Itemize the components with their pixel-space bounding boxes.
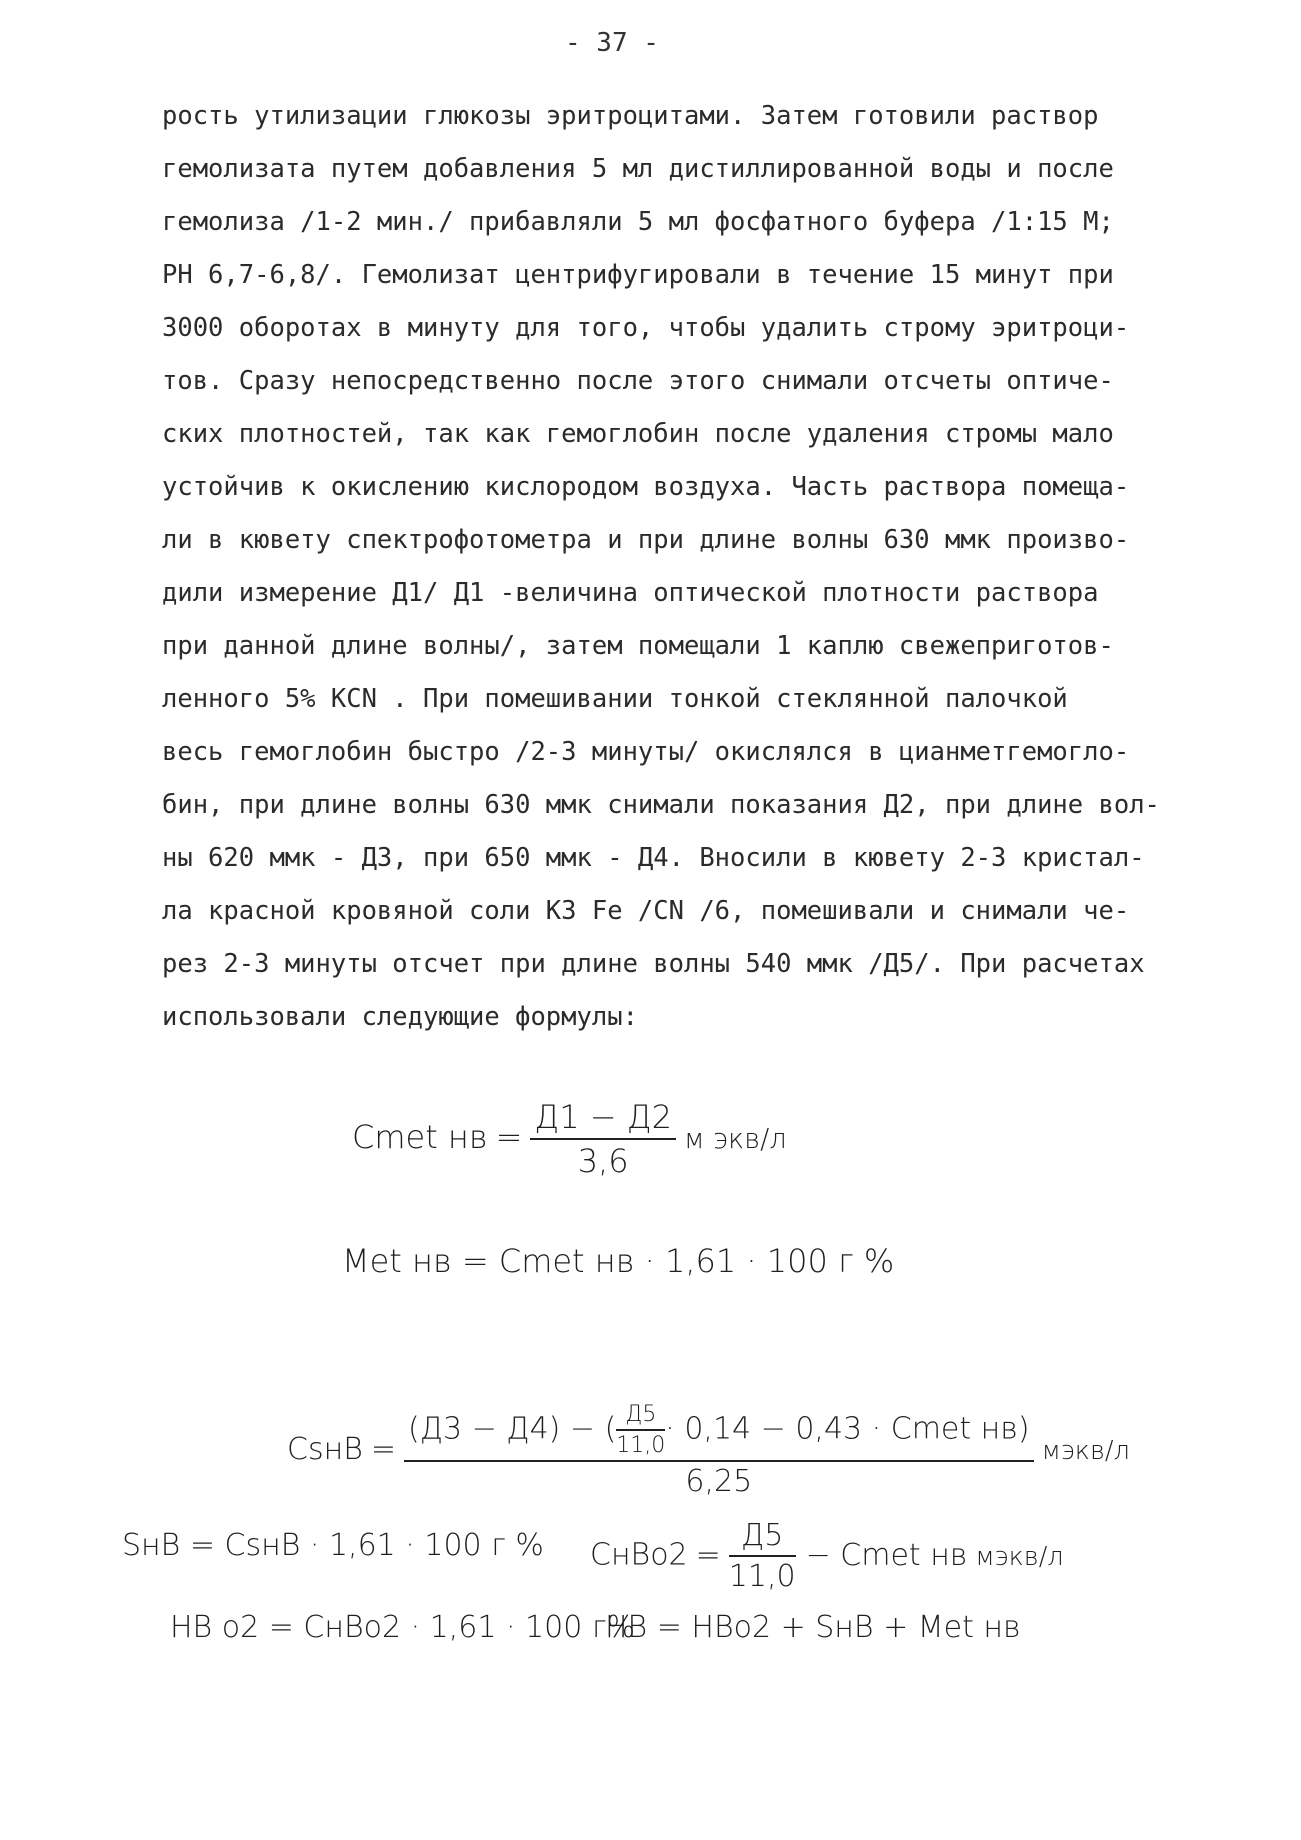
text-line: весь гемоглобин быстро /2-3 минуты/ окислялся в цианметгемогло-: [162, 737, 1130, 767]
body-text: [162, 90, 1222, 1044]
equals-sign: =: [495, 1118, 523, 1156]
unit: мэкв/л: [1041, 1436, 1130, 1466]
text-line: дили измерение Д1/ Д1 -величина оптической плотности раствора: [162, 578, 1099, 608]
formula-hbo2: HB o2 = CнBo2 · 1,61 · 100 г%: [170, 1610, 636, 1645]
text-line: устойчив к окислению кислородом воздуха. Часть раствора помеща-: [162, 472, 1130, 502]
text-line: рость утилизации глюкозы эритроцитами. Затем готовили раствор: [162, 101, 1099, 131]
fraction-denominator: 6,25: [404, 1460, 1034, 1499]
numerator-part-a: (Д3 − Д4) − (: [407, 1411, 617, 1447]
fraction: [404, 1402, 1034, 1499]
unit: мэкв/л: [975, 1541, 1064, 1572]
text-line: РН 6,7-6,8/. Гемолизат центрифугировали в течение 15 минут при: [162, 260, 1114, 290]
text-line: бин, при длине волны 630 ммк снимали показания Д2, при длине вол-: [162, 790, 1160, 820]
formula-met-hb: Met нв = Cmet нв · 1,61 · 100 г %: [342, 1242, 895, 1280]
formula-chbo2: [590, 1518, 1064, 1594]
formula-cmet: [352, 1098, 787, 1180]
text-line: ли в кювету спектрофотометра и при длине волны 630 ммк произво-: [162, 525, 1130, 555]
inner-fraction: [616, 1402, 665, 1458]
text-line: ских плотностей, так как гемоглобин после удаления стромы мало: [162, 419, 1114, 449]
numerator-part-b: · 0,14 − 0,43 · Cmet нв): [665, 1411, 1030, 1447]
text-line: гемолиза /1-2 мин./ прибавляли 5 мл фосфатного буфера /1:15 М;: [162, 207, 1114, 237]
formula-cshb: [287, 1402, 1130, 1499]
formula-lhs: CsнB: [287, 1432, 363, 1467]
equals-sign: =: [370, 1432, 396, 1467]
formula-rest: − Cmet нв: [805, 1537, 968, 1573]
text-line: гемолизата путем добавления 5 мл дистиллированной воды и после: [162, 154, 1114, 184]
text-line: ленного 5% KCN . При помешивании тонкой стеклянной палочкой: [162, 684, 1068, 714]
fraction: [729, 1518, 796, 1594]
formula-lhs: CнBo2: [590, 1537, 688, 1573]
fraction-numerator: [404, 1402, 1034, 1460]
fraction-denominator: 11,0: [729, 1555, 796, 1594]
fraction-numerator: Д1 − Д2: [534, 1098, 672, 1136]
text-line: 3000 оборотах в минуту для того, чтобы удалить строму эритроци-: [162, 313, 1130, 343]
formula-shb: SнB = CsнB · 1,61 · 100 г %: [122, 1528, 544, 1563]
inner-numerator: Д5: [625, 1402, 657, 1427]
formula-hb-total: HB = HBo2 + SнB + Met нв: [605, 1610, 1021, 1645]
text-line: использовали следующие формулы:: [162, 1002, 638, 1032]
text-line: ны 620 ммк - Д3, при 650 ммк - Д4. Вносили в кювету 2-3 кристал-: [162, 843, 1145, 873]
text-line: тов. Сразу непосредственно после этого снимали отсчеты оптиче-: [162, 366, 1114, 396]
fraction: [530, 1098, 676, 1180]
page-number: - 37 -: [565, 28, 659, 58]
fraction-numerator: Д5: [741, 1518, 784, 1553]
text-line: ла красной кровяной соли K3 Fe /CN /6, помешивали и снимали че-: [162, 896, 1130, 926]
text-line: при данной длине волны/, затем помещали 1 каплю свежеприготов-: [162, 631, 1114, 661]
formula-lhs: Cmet нв: [352, 1118, 488, 1156]
inner-denominator: 11,0: [616, 1429, 665, 1458]
equals-sign: =: [695, 1537, 721, 1573]
fraction-denominator: 3,6: [530, 1138, 676, 1180]
unit: м экв/л: [683, 1124, 787, 1155]
text-line: рез 2-3 минуты отсчет при длине волны 540 ммк /Д5/. При расчетах: [162, 949, 1145, 979]
